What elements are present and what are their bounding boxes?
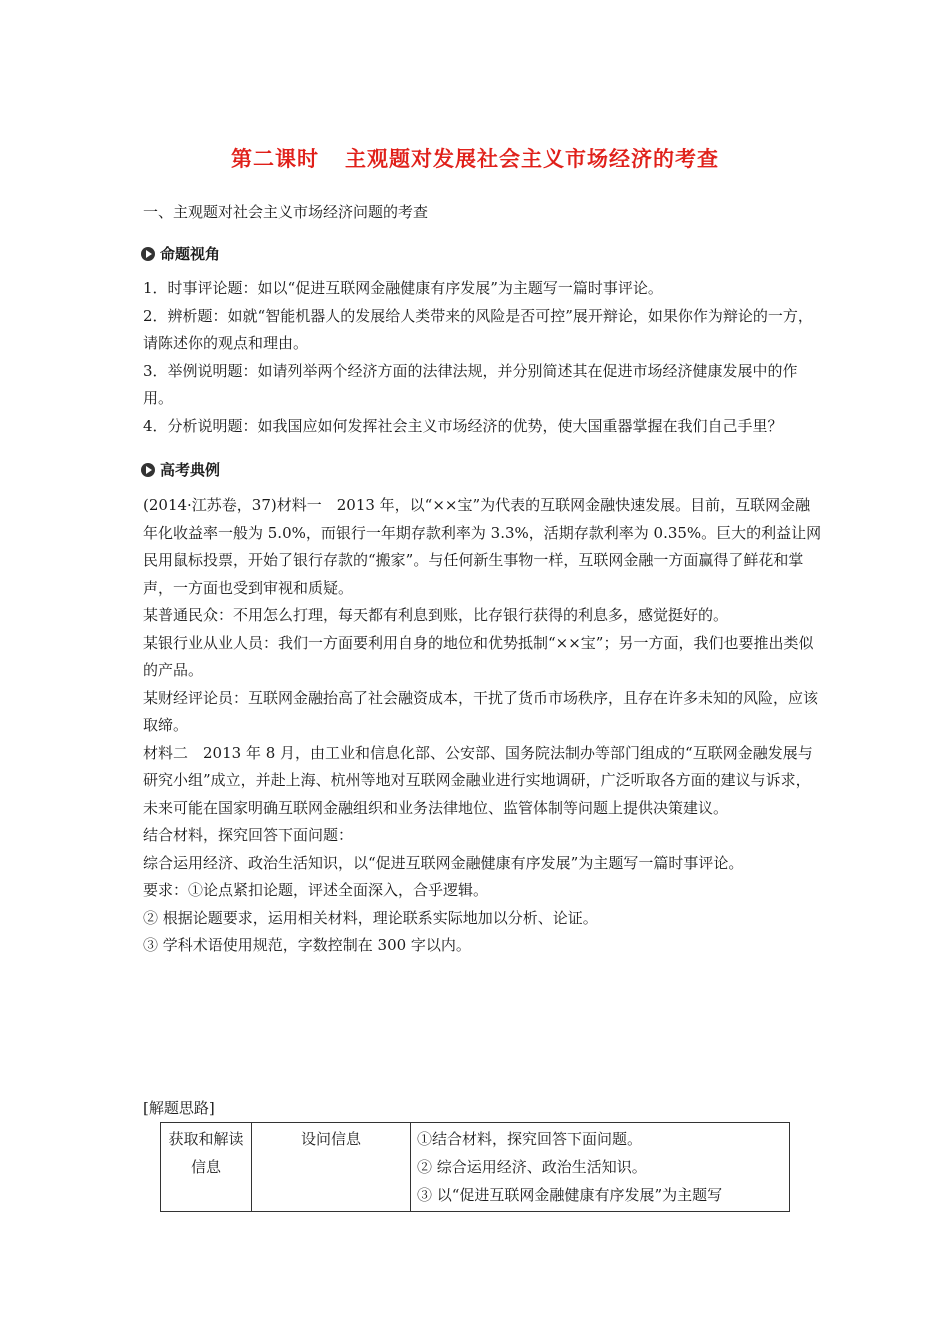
solution-hint-label: [解题思路]	[143, 1099, 215, 1117]
paragraph: ② 根据论题要求，运用相关材料，理论联系实际地加以分析、论证。	[143, 908, 598, 927]
example-heading-label: 高考典例	[160, 461, 221, 479]
page-title	[0, 143, 950, 173]
paragraph: 结合材料，探究回答下面问题：	[143, 826, 354, 844]
example-body	[143, 492, 823, 960]
info-table	[160, 1122, 790, 1212]
paragraph: 综合运用经济、政治生活知识，以“促进互联网金融健康有序发展”为主题写一篇时事评论。	[143, 853, 744, 872]
paragraph: 材料二 2013 年 8 月，由工业和信息化部、公安部、国务院法制办等部门组成的“互联网金融发展与研究小组”成立，并赴上海、杭州等地对互联网金融业进行实地调研，广泛听取各方面的建议与诉求，未来可能在国家明确互联网金融组织和业务法律地位、监管体制等问题上提供决策建议。	[143, 743, 813, 817]
list-item: ③ 以“促进互联网金融健康有序发展”为主题写	[417, 1186, 723, 1204]
table-cell: 获取和解读信息	[161, 1123, 252, 1212]
perspective-heading-label: 命题视角	[160, 245, 221, 263]
example-heading	[141, 459, 220, 480]
list-item: 4．分析说明题：如我国应如何发挥社会主义市场经济的优势，使大国重器掌握在我们自己手里？	[143, 416, 783, 435]
paragraph: (2014·江苏卷，37)材料一 2013 年，以“××宝”为代表的互联网金融快速发展。目前，互联网金融年化收益率一般为 5.0%，而银行一年期存款利率为 3.3%，活期存款利率为 0.35%。巨大的利益让网民用鼠标投票，开始了银行存款的“搬家”。与任何新生事物一样，互联网金融一方面赢得了鲜花和掌声，一方面也受到审视和质疑。	[143, 496, 822, 597]
paragraph: 某普通民众：不用怎么打理，每天都有利息到账，比存银行获得的利息多，感觉挺好的。	[143, 606, 729, 624]
section-heading: 一、主观题对社会主义市场经济问题的考查	[143, 203, 429, 221]
list-item: 1．时事评论题：如以“促进互联网金融健康有序发展”为主题写一篇时事评论。	[143, 279, 663, 297]
perspective-list	[143, 275, 823, 440]
paragraph: 某银行业从业人员：我们一方面要利用自身的地位和优势抵制“××宝”；另一方面，我们也要推出类似的产品。	[143, 633, 814, 679]
table-cell: 设问信息	[252, 1123, 411, 1212]
table-row	[161, 1123, 790, 1212]
list-item: ② 综合运用经济、政治生活知识。	[417, 1158, 647, 1176]
paragraph: ③ 学科术语使用规范，字数控制在 300 字以内。	[143, 936, 471, 954]
list-item: 3．举例说明题：如请列举两个经济方面的法律法规，并分别简述其在促进市场经济健康发展中的作用。	[143, 361, 798, 407]
paragraph: 要求：①论点紧扣论题，评述全面深入，合乎逻辑。	[143, 881, 489, 899]
perspective-heading	[141, 243, 220, 264]
play-bullet-icon	[141, 463, 155, 477]
title-topic: 主观题对发展社会主义市场经济的考查	[345, 147, 719, 171]
list-item: 2．辨析题：如就“智能机器人的发展给人类带来的风险是否可控”展开辩论，如果你作为辩论的一方，请陈述你的观点和理由。	[143, 306, 813, 352]
list-item: ①结合材料，探究回答下面问题。	[417, 1130, 643, 1148]
table-cell	[411, 1123, 790, 1212]
title-lesson: 第二课时	[231, 147, 319, 171]
play-bullet-icon	[141, 247, 155, 261]
paragraph: 某财经评论员：互联网金融抬高了社会融资成本，干扰了货币市场秩序，且存在许多未知的风险，应该取缔。	[143, 688, 819, 734]
